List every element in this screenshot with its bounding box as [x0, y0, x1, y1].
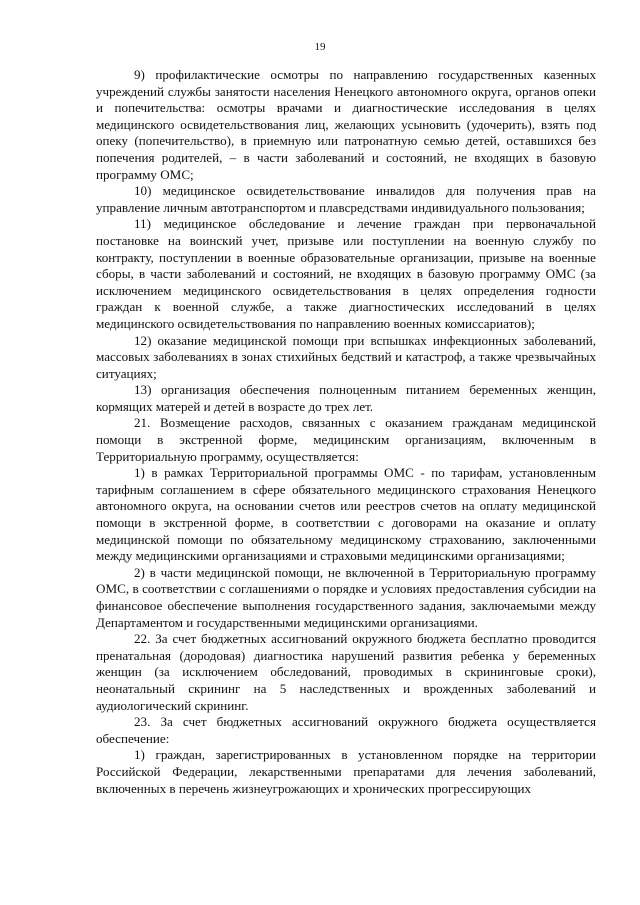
paragraph-clause-23-item-1: 1) граждан, зарегистрированных в установленном порядке на территории Российской Федерации, лекарственными препаратами для лечения заболеваний, включенных в перечень жизнеугрожающих и хронических прогрессирующих: [96, 747, 596, 796]
page-number: 19: [314, 41, 326, 53]
paragraph-clause-21: 21. Возмещение расходов, связанных с оказанием гражданам медицинской помощи в экстренной форме, медицинским организациям, включенным в Территориальную программу, осуществляется:: [96, 415, 596, 464]
paragraph-item-13: 13) организация обеспечения полноценным питанием беременных женщин, кормящих матерей и детей в возрасте до трех лет.: [96, 382, 596, 414]
paragraph-clause-21-item-1: 1) в рамках Территориальной программы ОМС - по тарифам, установленным тарифным соглашением в сфере обязательного медицинского страхования Ненецкого автономного округа, на основании счетов или реестров счетов на оплату медицинской помощи в экстренной форме, в соответствии с договорами на оказание и оплату медицинской помощи по обязательному медицинскому страхованию, заключенными между медицинскими организациями и страховыми медицинскими организациями;: [96, 465, 596, 564]
paragraph-clause-23: 23. За счет бюджетных ассигнований окружного бюджета осуществляется обеспечение:: [96, 714, 596, 746]
paragraph-clause-22: 22. За счет бюджетных ассигнований окружного бюджета бесплатно проводится пренатальная (дородовая) диагностика нарушений развития ребенка у беременных женщин (за исключением обследований, проводимых в скрининговые сроки), неонатальный скрининг на 5 наследственных и врожденных заболеваний и аудиологический скрининг.: [96, 631, 596, 713]
paragraph-item-11: 11) медицинское обследование и лечение граждан при первоначальной постановке на воинский учет, призыве или поступлении на военную службу по контракту, поступлении в военные образовательные организации, призыве на военные сборы, в части заболеваний и состояний, не входящих в базовую программу ОМС (за исключением медицинского освидетельствования в целях определения годности граждан к военной службе, а также диагностических исследований в целях медицинского освидетельствования по направлению военных комиссариатов);: [96, 216, 596, 331]
paragraph-clause-21-item-2: 2) в части медицинской помощи, не включенной в Территориальную программу ОМС, в соответствии с соглашениями о порядке и условиях предоставления субсидии на финансовое обеспечение выполнения государственного задания, заключаемыми между Департаментом и государственными медицинскими организациями.: [96, 564, 596, 630]
document-body: [96, 67, 596, 797]
paragraph-item-10: 10) медицинское освидетельствование инвалидов для получения прав на управление личным автотранспортом и плавсредствами индивидуального пользования;: [96, 183, 596, 215]
paragraph-item-12: 12) оказание медицинской помощи при вспышках инфекционных заболеваний, массовых заболеваниях в зонах стихийных бедствий и катастроф, а также чрезвычайных ситуациях;: [96, 332, 596, 381]
paragraph-item-9: 9) профилактические осмотры по направлению государственных казенных учреждений службы занятости населения Ненецкого автономного округа, органов опеки и попечительства: осмотры врачами и диагностические исследования в целях медицинского освидетельствования лиц, желающих усыновить (удочерить), взять под опеку (попечительство), в приемную или патронатную семью детей, оставшихся без попечения родителей, – в части заболеваний и состояний, не входящих в базовую программу ОМС;: [96, 67, 596, 182]
